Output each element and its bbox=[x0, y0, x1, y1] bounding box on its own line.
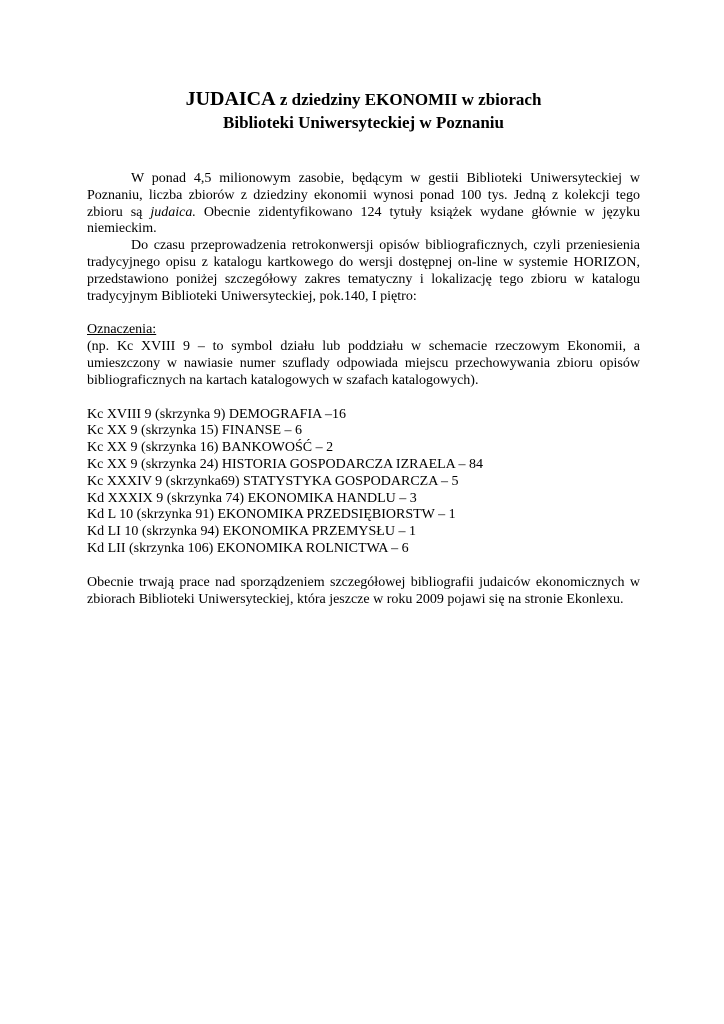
document-title bbox=[87, 88, 640, 134]
intro-part-2: Obecnie zidentyfikowano 124 tytuły książek wydane głównie w języku niemieckim. bbox=[87, 204, 640, 237]
catalog-item: Kc XVIII 9 (skrzynka 9) DEMOGRAFIA –16 bbox=[87, 406, 346, 422]
catalog-item: Kc XX 9 (skrzynka 24) HISTORIA GOSPODARCZA IZRAELA – 84 bbox=[87, 456, 484, 472]
title-judaica: JUDAICA bbox=[185, 88, 276, 110]
catalog-list bbox=[87, 407, 640, 558]
intro-italic: judaica. bbox=[150, 204, 196, 220]
catalog-item: Kc XXXIV 9 (skrzynka69) STATYSTYKA GOSPODARCZA – 5 bbox=[87, 473, 459, 489]
title-line-1 bbox=[87, 88, 640, 111]
notation-heading: Oznaczenia: bbox=[87, 322, 157, 338]
retro-paragraph: Do czasu przeprowadzenia retrokonwersji opisów bibliograficznych, czyli przeniesienia tradycyjnego opisu z katalogu kartkowego do wersji dostępnej on-line w systemie HORIZON, przedstawiono poniżej szczegółowy zakres tematyczny i lokalizację tego zbioru w katalogu tradycyjnym Biblioteki Uniwersyteckiej, pok.140, I piętro: bbox=[87, 238, 640, 304]
catalog-item: Kc XX 9 (skrzynka 16) BANKOWOŚĆ – 2 bbox=[87, 440, 334, 456]
intro-paragraph bbox=[87, 171, 640, 238]
title-line-2: Biblioteki Uniwersyteckiej w Poznaniu bbox=[223, 113, 504, 132]
notation-text: (np. Kc XVIII 9 – to symbol działu lub poddziału w schemacie rzeczowym Ekonomii, a umieszczony w nawiasie numer szuflady odpowiada miejscu przechowywania zbioru opisów bibliograficznych na kartach katalogowych w szafach katalogowych). bbox=[87, 339, 640, 388]
title-line-1-rest: z dziedziny EKONOMII w zbiorach bbox=[275, 90, 542, 109]
closing-paragraph: Obecnie trwają prace nad sporządzeniem szczegółowej bibliografii judaiców ekonomicznych w zbiorach Biblioteki Uniwersyteckiej, która jeszcze w roku 2009 pojawi się na stronie Ekonlexu. bbox=[87, 574, 640, 607]
catalog-item: Kd LI 10 (skrzynka 94) EKONOMIKA PRZEMYSŁU – 1 bbox=[87, 524, 416, 540]
catalog-item: Kd LII (skrzynka 106) EKONOMIKA ROLNICTWA – 6 bbox=[87, 540, 409, 556]
notation-block bbox=[87, 322, 640, 389]
catalog-item: Kd L 10 (skrzynka 91) EKONOMIKA PRZEDSIĘBIORSTW – 1 bbox=[87, 507, 456, 523]
document-page bbox=[87, 0, 640, 608]
catalog-item: Kc XX 9 (skrzynka 15) FINANSE – 6 bbox=[87, 423, 303, 439]
intro-part-1: W ponad 4,5 milionowym zasobie, będącym w gestii Biblioteki Uniwersyteckiej w Poznaniu, liczba zbiorów z dziedziny ekonomii wynosi ponad 100 tys. Jedną z kolekcji tego zbioru są bbox=[87, 171, 640, 220]
catalog-item: Kd XXXIX 9 (skrzynka 74) EKONOMIKA HANDLU – 3 bbox=[87, 490, 417, 506]
